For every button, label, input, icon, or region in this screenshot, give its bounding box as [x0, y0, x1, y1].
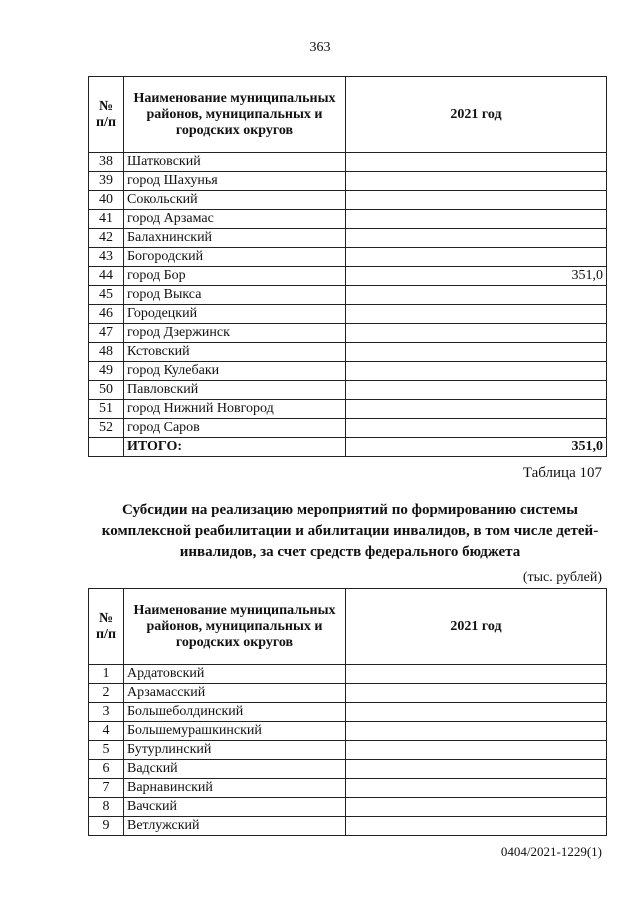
- column-header-year: 2021 год: [346, 77, 607, 153]
- municipality-name: Большемурашкинский: [124, 722, 346, 741]
- row-number: 52: [89, 419, 124, 438]
- amount-2021: [346, 362, 607, 381]
- municipality-name: Вадский: [124, 760, 346, 779]
- table-row: [89, 400, 607, 419]
- row-number: 45: [89, 286, 124, 305]
- row-number: 42: [89, 229, 124, 248]
- table-row: [89, 343, 607, 362]
- municipality-name: Кстовский: [124, 343, 346, 362]
- amount-2021: [346, 229, 607, 248]
- table-row: [89, 798, 607, 817]
- row-number: 38: [89, 153, 124, 172]
- amount-2021: [346, 741, 607, 760]
- units-label: (тыс. рублей): [522, 570, 602, 585]
- column-header-year: 2021 год: [346, 589, 607, 665]
- table-row: [89, 191, 607, 210]
- amount-2021: [346, 286, 607, 305]
- amount-2021: [346, 798, 607, 817]
- municipality-name: Ветлужский: [124, 817, 346, 836]
- municipality-name: Большеболдинский: [124, 703, 346, 722]
- table-row: [89, 779, 607, 798]
- amount-2021: [346, 779, 607, 798]
- municipality-name: город Бор: [124, 267, 346, 286]
- municipality-name: город Нижний Новгород: [124, 400, 346, 419]
- table-row: [89, 703, 607, 722]
- amount-2021: [346, 703, 607, 722]
- column-header-name: Наименование муниципальных районов, муниципальных и городских округов: [124, 77, 346, 153]
- table-row: [89, 286, 607, 305]
- subsidy-table-107: [88, 588, 607, 836]
- municipality-name: Сокольский: [124, 191, 346, 210]
- municipality-name: Шатковский: [124, 153, 346, 172]
- row-number: 40: [89, 191, 124, 210]
- amount-2021: [346, 665, 607, 684]
- municipality-name: Варнавинский: [124, 779, 346, 798]
- amount-2021: [346, 722, 607, 741]
- table-row: [89, 248, 607, 267]
- amount-2021: [346, 817, 607, 836]
- column-header-number: № п/п: [89, 77, 124, 153]
- municipality-name: Городецкий: [124, 305, 346, 324]
- row-number: 49: [89, 362, 124, 381]
- total-number-cell: [89, 438, 124, 457]
- table-row: [89, 665, 607, 684]
- table-row: [89, 362, 607, 381]
- row-number: 7: [89, 779, 124, 798]
- total-row: [89, 438, 607, 457]
- table-row: [89, 210, 607, 229]
- table-row: [89, 267, 607, 286]
- subsidy-table-continued: [88, 76, 607, 457]
- table-row: [89, 324, 607, 343]
- municipality-name: город Арзамас: [124, 210, 346, 229]
- municipality-name: Арзамасский: [124, 684, 346, 703]
- municipality-name: Павловский: [124, 381, 346, 400]
- document-code: 0404/2021-1229(1): [500, 844, 602, 859]
- amount-2021: [346, 419, 607, 438]
- amount-2021: [346, 760, 607, 779]
- amount-2021: [346, 210, 607, 229]
- row-number: 4: [89, 722, 124, 741]
- amount-2021: [346, 153, 607, 172]
- municipality-name: город Выкса: [124, 286, 346, 305]
- table-row: [89, 229, 607, 248]
- municipality-name: Вачский: [124, 798, 346, 817]
- column-header-name: Наименование муниципальных районов, муниципальных и городских округов: [124, 589, 346, 665]
- row-number: 39: [89, 172, 124, 191]
- amount-2021: [346, 381, 607, 400]
- amount-2021: [346, 248, 607, 267]
- amount-2021: [346, 684, 607, 703]
- municipality-name: Бутурлинский: [124, 741, 346, 760]
- municipality-name: город Кулебаки: [124, 362, 346, 381]
- row-number: 51: [89, 400, 124, 419]
- amount-2021: [346, 305, 607, 324]
- column-header-number: № п/п: [89, 589, 124, 665]
- table-row: [89, 817, 607, 836]
- row-number: 41: [89, 210, 124, 229]
- row-number: 8: [89, 798, 124, 817]
- table-row: [89, 305, 607, 324]
- row-number: 2: [89, 684, 124, 703]
- row-number: 5: [89, 741, 124, 760]
- row-number: 50: [89, 381, 124, 400]
- table-row: [89, 419, 607, 438]
- row-number: 48: [89, 343, 124, 362]
- amount-2021: [346, 324, 607, 343]
- amount-2021: [346, 191, 607, 210]
- row-number: 1: [89, 665, 124, 684]
- municipality-name: город Шахунья: [124, 172, 346, 191]
- table-row: [89, 722, 607, 741]
- municipality-name: город Дзержинск: [124, 324, 346, 343]
- table-row: [89, 153, 607, 172]
- row-number: 3: [89, 703, 124, 722]
- row-number: 6: [89, 760, 124, 779]
- table-label: Таблица 107: [522, 465, 602, 481]
- amount-2021: [346, 343, 607, 362]
- row-number: 46: [89, 305, 124, 324]
- municipality-name: Богородский: [124, 248, 346, 267]
- municipality-name: Ардатовский: [124, 665, 346, 684]
- table-row: [89, 172, 607, 191]
- row-number: 44: [89, 267, 124, 286]
- amount-2021: [346, 172, 607, 191]
- total-label: ИТОГО:: [124, 438, 346, 457]
- row-number: 43: [89, 248, 124, 267]
- table-row: [89, 684, 607, 703]
- table-heading: Субсидии на реализацию мероприятий по формированию системы комплексной реабилитации и абилитации инвалидов, в том числе детей-инвалидов, за счет средств федерального бюджета: [101, 502, 599, 560]
- total-amount: 351,0: [346, 438, 607, 457]
- row-number: 47: [89, 324, 124, 343]
- amount-2021: 351,0: [346, 267, 607, 286]
- municipality-name: Балахнинский: [124, 229, 346, 248]
- table-row: [89, 760, 607, 779]
- municipality-name: город Саров: [124, 419, 346, 438]
- table-row: [89, 381, 607, 400]
- table-row: [89, 741, 607, 760]
- page-number: 363: [309, 40, 331, 55]
- row-number: 9: [89, 817, 124, 836]
- amount-2021: [346, 400, 607, 419]
